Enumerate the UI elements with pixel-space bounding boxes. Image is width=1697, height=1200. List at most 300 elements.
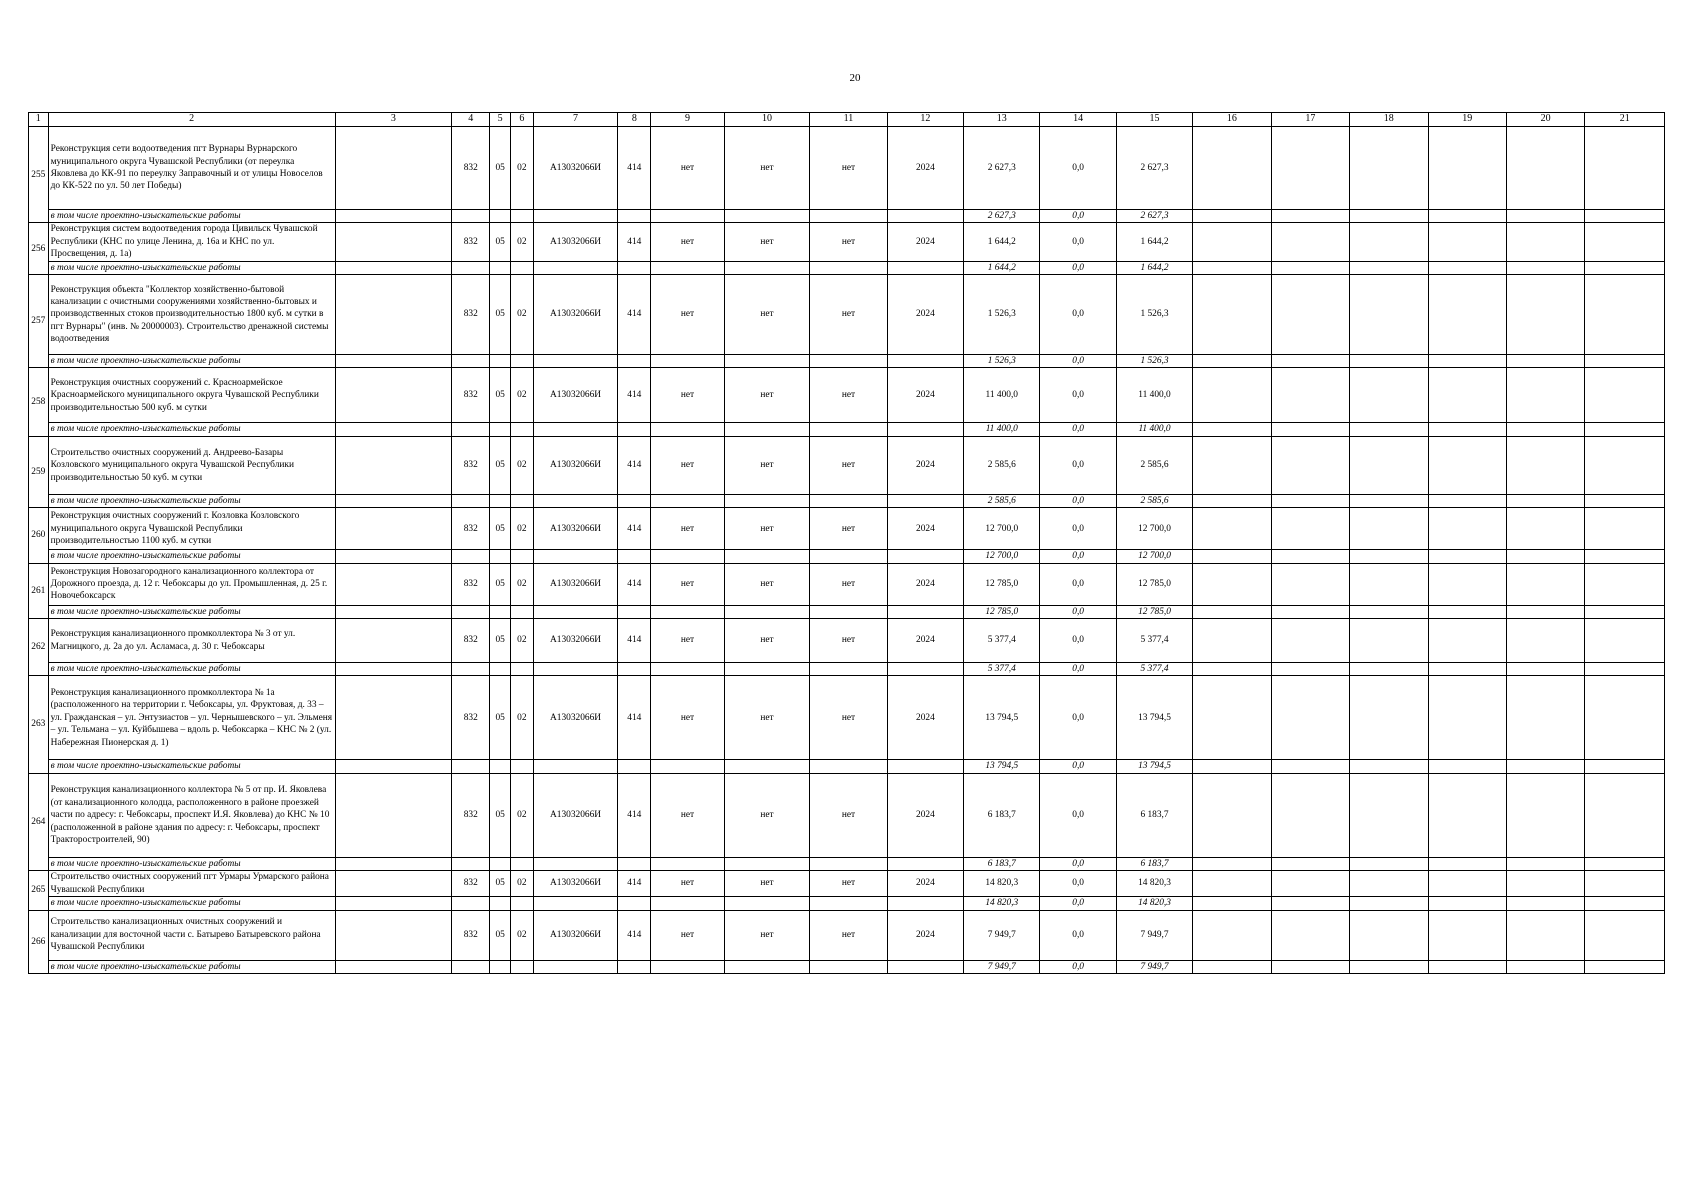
sub-cell-col-7	[533, 760, 618, 773]
sub-cell-col-19	[1428, 605, 1506, 618]
sub-cell-col-6	[511, 897, 534, 910]
sub-cell-col-10	[724, 423, 810, 436]
cell-col-15: 14 820,3	[1116, 871, 1192, 897]
sub-cell-col-9	[651, 960, 724, 973]
cell-col-3	[335, 368, 452, 423]
cell-col-13: 12 785,0	[964, 563, 1040, 605]
cell-col-11: нет	[810, 127, 887, 210]
sub-row-design-survey	[29, 261, 1665, 274]
row-number: 263	[29, 676, 49, 773]
sub-cell-col-11	[810, 494, 887, 507]
cell-col-21	[1585, 910, 1665, 960]
cell-col-21	[1585, 275, 1665, 355]
cell-col-9: нет	[651, 368, 724, 423]
sub-cell-col-12	[887, 550, 963, 563]
sub-cell-col-17	[1271, 897, 1349, 910]
sub-cell-col-14: 0,0	[1040, 261, 1116, 274]
sub-cell-col-5	[490, 897, 511, 910]
sub-cell-col-18	[1350, 210, 1428, 223]
sub-cell-col-18	[1350, 550, 1428, 563]
table-body	[29, 127, 1665, 974]
sub-cell-col-10	[724, 760, 810, 773]
cell-col-15: 13 794,5	[1116, 676, 1192, 760]
sub-cell-col-18	[1350, 857, 1428, 870]
object-name: Строительство очистных сооружений пгт Урмары Урмарского района Чувашской Республики	[48, 871, 335, 897]
table-row	[29, 676, 1665, 760]
sub-cell-col-5	[490, 857, 511, 870]
sub-row-label: в том числе проектно-изыскательские работы	[48, 261, 335, 274]
sub-cell-col-4	[452, 494, 490, 507]
sub-cell-col-19	[1428, 857, 1506, 870]
column-header-3: 3	[335, 113, 452, 127]
cell-col-12: 2024	[887, 676, 963, 760]
sub-cell-col-17	[1271, 494, 1349, 507]
cell-col-19	[1428, 508, 1506, 550]
cell-col-11: нет	[810, 368, 887, 423]
cell-col-12: 2024	[887, 508, 963, 550]
cell-col-12: 2024	[887, 368, 963, 423]
cell-col-16	[1193, 368, 1271, 423]
sub-cell-col-3	[335, 494, 452, 507]
cell-col-4: 832	[452, 436, 490, 494]
sub-cell-col-9	[651, 857, 724, 870]
cell-col-14: 0,0	[1040, 223, 1116, 261]
sub-cell-col-14: 0,0	[1040, 605, 1116, 618]
sub-row-label: в том числе проектно-изыскательские работы	[48, 857, 335, 870]
sub-cell-col-11	[810, 605, 887, 618]
row-number: 258	[29, 368, 49, 436]
sub-cell-col-20	[1506, 550, 1584, 563]
cell-col-7: А13032066И	[533, 127, 618, 210]
cell-col-15: 1 644,2	[1116, 223, 1192, 261]
cell-col-10: нет	[724, 619, 810, 663]
cell-col-20	[1506, 871, 1584, 897]
sub-cell-col-13: 2 585,6	[964, 494, 1040, 507]
sub-cell-col-7	[533, 605, 618, 618]
sub-cell-col-4	[452, 423, 490, 436]
object-name: Реконструкция Новозагородного канализационного коллектора от Дорожного проезда, д. 12 г. Чебоксары до ул. Промышленная, д. 25 г. Новочебоксарск	[48, 563, 335, 605]
cell-col-4: 832	[452, 563, 490, 605]
sub-cell-col-7	[533, 261, 618, 274]
cell-col-7: А13032066И	[533, 676, 618, 760]
cell-col-7: А13032066И	[533, 563, 618, 605]
column-header-4: 4	[452, 113, 490, 127]
cell-col-21	[1585, 563, 1665, 605]
sub-cell-col-16	[1193, 423, 1271, 436]
cell-col-19	[1428, 773, 1506, 857]
cell-col-21	[1585, 676, 1665, 760]
cell-col-15: 2 585,6	[1116, 436, 1192, 494]
cell-col-14: 0,0	[1040, 773, 1116, 857]
cell-col-18	[1350, 127, 1428, 210]
sub-cell-col-9	[651, 423, 724, 436]
cell-col-4: 832	[452, 871, 490, 897]
cell-col-17	[1271, 871, 1349, 897]
cell-col-16	[1193, 223, 1271, 261]
sub-cell-col-5	[490, 261, 511, 274]
cell-col-14: 0,0	[1040, 619, 1116, 663]
sub-cell-col-3	[335, 355, 452, 368]
cell-col-7: А13032066И	[533, 275, 618, 355]
cell-col-17	[1271, 275, 1349, 355]
sub-cell-col-12	[887, 663, 963, 676]
sub-cell-col-8	[618, 897, 651, 910]
sub-cell-col-11	[810, 760, 887, 773]
sub-row-design-survey	[29, 550, 1665, 563]
sub-row-label: в том числе проектно-изыскательские работы	[48, 494, 335, 507]
object-name: Реконструкция очистных сооружений с. Красноармейское Красноармейского муниципального округа Чувашской Республики производительностью 500 куб. м сутки	[48, 368, 335, 423]
cell-col-16	[1193, 910, 1271, 960]
cell-col-17	[1271, 619, 1349, 663]
sub-cell-col-3	[335, 663, 452, 676]
cell-col-18	[1350, 676, 1428, 760]
sub-cell-col-4	[452, 897, 490, 910]
cell-col-8: 414	[618, 275, 651, 355]
sub-cell-col-16	[1193, 960, 1271, 973]
sub-cell-col-3	[335, 857, 452, 870]
sub-cell-col-17	[1271, 760, 1349, 773]
sub-cell-col-18	[1350, 605, 1428, 618]
cell-col-10: нет	[724, 871, 810, 897]
sub-cell-col-6	[511, 355, 534, 368]
sub-cell-col-14: 0,0	[1040, 897, 1116, 910]
table-wrapper	[28, 112, 1665, 974]
sub-cell-col-14: 0,0	[1040, 550, 1116, 563]
sub-cell-col-4	[452, 857, 490, 870]
cell-col-19	[1428, 619, 1506, 663]
cell-col-5: 05	[490, 223, 511, 261]
column-header-7: 7	[533, 113, 618, 127]
cell-col-9: нет	[651, 619, 724, 663]
cell-col-14: 0,0	[1040, 676, 1116, 760]
sub-cell-col-12	[887, 897, 963, 910]
sub-cell-col-19	[1428, 663, 1506, 676]
cell-col-11: нет	[810, 773, 887, 857]
cell-col-20	[1506, 910, 1584, 960]
table-row	[29, 436, 1665, 494]
cell-col-20	[1506, 676, 1584, 760]
sub-cell-col-3	[335, 897, 452, 910]
sub-cell-col-21	[1585, 960, 1665, 973]
sub-cell-col-19	[1428, 423, 1506, 436]
cell-col-5: 05	[490, 563, 511, 605]
table-row	[29, 773, 1665, 857]
sub-cell-col-3	[335, 760, 452, 773]
sub-cell-col-3	[335, 210, 452, 223]
sub-cell-col-19	[1428, 355, 1506, 368]
cell-col-7: А13032066И	[533, 223, 618, 261]
cell-col-6: 02	[511, 676, 534, 760]
sub-cell-col-16	[1193, 897, 1271, 910]
sub-cell-col-9	[651, 550, 724, 563]
cell-col-16	[1193, 436, 1271, 494]
sub-cell-col-5	[490, 550, 511, 563]
cell-col-8: 414	[618, 910, 651, 960]
sub-cell-col-21	[1585, 760, 1665, 773]
sub-cell-col-11	[810, 261, 887, 274]
sub-cell-col-15: 14 820,3	[1116, 897, 1192, 910]
cell-col-8: 414	[618, 619, 651, 663]
cell-col-6: 02	[511, 508, 534, 550]
sub-cell-col-8	[618, 210, 651, 223]
column-header-17: 17	[1271, 113, 1349, 127]
investment-objects-table	[28, 112, 1665, 974]
sub-cell-col-7	[533, 960, 618, 973]
sub-row-design-survey	[29, 857, 1665, 870]
cell-col-9: нет	[651, 436, 724, 494]
sub-cell-col-21	[1585, 550, 1665, 563]
cell-col-17	[1271, 368, 1349, 423]
sub-cell-col-17	[1271, 210, 1349, 223]
cell-col-8: 414	[618, 773, 651, 857]
sub-cell-col-7	[533, 355, 618, 368]
sub-cell-col-11	[810, 355, 887, 368]
cell-col-16	[1193, 619, 1271, 663]
table-row	[29, 563, 1665, 605]
sub-cell-col-5	[490, 605, 511, 618]
column-header-21: 21	[1585, 113, 1665, 127]
sub-cell-col-8	[618, 261, 651, 274]
cell-col-4: 832	[452, 508, 490, 550]
cell-col-3	[335, 871, 452, 897]
sub-cell-col-3	[335, 423, 452, 436]
cell-col-21	[1585, 773, 1665, 857]
cell-col-18	[1350, 368, 1428, 423]
sub-cell-col-8	[618, 423, 651, 436]
sub-cell-col-4	[452, 663, 490, 676]
row-number: 256	[29, 223, 49, 275]
sub-cell-col-21	[1585, 210, 1665, 223]
cell-col-19	[1428, 910, 1506, 960]
sub-cell-col-3	[335, 261, 452, 274]
sub-cell-col-8	[618, 494, 651, 507]
cell-col-6: 02	[511, 563, 534, 605]
sub-cell-col-15: 12 785,0	[1116, 605, 1192, 618]
cell-col-21	[1585, 223, 1665, 261]
cell-col-10: нет	[724, 223, 810, 261]
sub-cell-col-18	[1350, 760, 1428, 773]
cell-col-12: 2024	[887, 910, 963, 960]
sub-cell-col-16	[1193, 663, 1271, 676]
cell-col-20	[1506, 275, 1584, 355]
cell-col-14: 0,0	[1040, 436, 1116, 494]
sub-cell-col-14: 0,0	[1040, 857, 1116, 870]
cell-col-13: 14 820,3	[964, 871, 1040, 897]
cell-col-4: 832	[452, 910, 490, 960]
sub-row-label: в том числе проектно-изыскательские работы	[48, 605, 335, 618]
sub-cell-col-13: 7 949,7	[964, 960, 1040, 973]
sub-cell-col-9	[651, 605, 724, 618]
cell-col-21	[1585, 619, 1665, 663]
cell-col-7: А13032066И	[533, 910, 618, 960]
column-header-13: 13	[964, 113, 1040, 127]
sub-row-design-survey	[29, 960, 1665, 973]
sub-cell-col-8	[618, 760, 651, 773]
cell-col-20	[1506, 127, 1584, 210]
cell-col-10: нет	[724, 127, 810, 210]
object-name: Реконструкция канализационного промколлектора № 3 от ул. Магницкого, д. 2а до ул. Асламаса, д. 30 г. Чебоксары	[48, 619, 335, 663]
sub-cell-col-15: 5 377,4	[1116, 663, 1192, 676]
sub-cell-col-5	[490, 210, 511, 223]
sub-cell-col-14: 0,0	[1040, 663, 1116, 676]
column-header-8: 8	[618, 113, 651, 127]
sub-cell-col-8	[618, 605, 651, 618]
cell-col-9: нет	[651, 773, 724, 857]
sub-cell-col-20	[1506, 355, 1584, 368]
cell-col-21	[1585, 436, 1665, 494]
column-header-10: 10	[724, 113, 810, 127]
column-header-2: 2	[48, 113, 335, 127]
cell-col-4: 832	[452, 619, 490, 663]
sub-cell-col-20	[1506, 261, 1584, 274]
cell-col-3	[335, 910, 452, 960]
sub-cell-col-19	[1428, 960, 1506, 973]
cell-col-19	[1428, 368, 1506, 423]
cell-col-4: 832	[452, 676, 490, 760]
cell-col-15: 6 183,7	[1116, 773, 1192, 857]
table-row	[29, 368, 1665, 423]
sub-cell-col-5	[490, 960, 511, 973]
cell-col-20	[1506, 223, 1584, 261]
cell-col-11: нет	[810, 910, 887, 960]
sub-cell-col-15: 2 585,6	[1116, 494, 1192, 507]
cell-col-20	[1506, 436, 1584, 494]
sub-cell-col-7	[533, 663, 618, 676]
sub-cell-col-16	[1193, 605, 1271, 618]
sub-cell-col-6	[511, 857, 534, 870]
cell-col-16	[1193, 275, 1271, 355]
cell-col-10: нет	[724, 508, 810, 550]
row-number: 260	[29, 508, 49, 563]
sub-cell-col-10	[724, 355, 810, 368]
sub-cell-col-17	[1271, 423, 1349, 436]
cell-col-4: 832	[452, 127, 490, 210]
object-name: Реконструкция канализационного промколлектора № 1а (расположенного на территории г. Чебоксары, ул. Фруктовая, д. 33 – ул. Гражданская – ул. Энтузиастов – ул. Чернышевского – ул. Эльменя – ул. Тельмана – ул. Куйбышева – вдоль р. Чебоксарка – КНС № 2 (ул. Набережная Пионерская д. 1)	[48, 676, 335, 760]
sub-cell-col-6	[511, 550, 534, 563]
cell-col-20	[1506, 563, 1584, 605]
cell-col-10: нет	[724, 773, 810, 857]
cell-col-20	[1506, 619, 1584, 663]
cell-col-16	[1193, 773, 1271, 857]
sub-cell-col-13: 12 785,0	[964, 605, 1040, 618]
sub-cell-col-11	[810, 550, 887, 563]
cell-col-14: 0,0	[1040, 508, 1116, 550]
cell-col-6: 02	[511, 275, 534, 355]
sub-cell-col-13: 5 377,4	[964, 663, 1040, 676]
table-row	[29, 508, 1665, 550]
cell-col-8: 414	[618, 676, 651, 760]
cell-col-17	[1271, 676, 1349, 760]
sub-cell-col-15: 11 400,0	[1116, 423, 1192, 436]
sub-cell-col-21	[1585, 261, 1665, 274]
sub-cell-col-12	[887, 857, 963, 870]
cell-col-11: нет	[810, 508, 887, 550]
sub-cell-col-15: 1 644,2	[1116, 261, 1192, 274]
sub-cell-col-9	[651, 210, 724, 223]
cell-col-17	[1271, 127, 1349, 210]
cell-col-15: 2 627,3	[1116, 127, 1192, 210]
sub-cell-col-16	[1193, 494, 1271, 507]
cell-col-6: 02	[511, 127, 534, 210]
sub-cell-col-14: 0,0	[1040, 494, 1116, 507]
sub-cell-col-16	[1193, 261, 1271, 274]
cell-col-8: 414	[618, 223, 651, 261]
sub-cell-col-3	[335, 605, 452, 618]
sub-cell-col-8	[618, 550, 651, 563]
sub-cell-col-10	[724, 261, 810, 274]
cell-col-7: А13032066И	[533, 619, 618, 663]
cell-col-11: нет	[810, 275, 887, 355]
sub-cell-col-18	[1350, 897, 1428, 910]
sub-row-label: в том числе проектно-изыскательские работы	[48, 423, 335, 436]
sub-row-label: в том числе проектно-изыскательские работы	[48, 760, 335, 773]
cell-col-13: 12 700,0	[964, 508, 1040, 550]
sub-cell-col-12	[887, 494, 963, 507]
cell-col-9: нет	[651, 127, 724, 210]
cell-col-7: А13032066И	[533, 368, 618, 423]
cell-col-8: 414	[618, 436, 651, 494]
cell-col-6: 02	[511, 223, 534, 261]
table-row	[29, 127, 1665, 210]
sub-cell-col-10	[724, 605, 810, 618]
row-number: 262	[29, 619, 49, 676]
cell-col-13: 5 377,4	[964, 619, 1040, 663]
column-header-6: 6	[511, 113, 534, 127]
cell-col-3	[335, 127, 452, 210]
sub-cell-col-16	[1193, 857, 1271, 870]
sub-cell-col-4	[452, 550, 490, 563]
cell-col-17	[1271, 773, 1349, 857]
sub-cell-col-10	[724, 210, 810, 223]
cell-col-18	[1350, 436, 1428, 494]
cell-col-15: 12 785,0	[1116, 563, 1192, 605]
object-name: Строительство канализационных очистных сооружений и канализации для восточной части с. Батырево Батыревского района Чувашской Республики	[48, 910, 335, 960]
cell-col-21	[1585, 871, 1665, 897]
sub-cell-col-18	[1350, 261, 1428, 274]
cell-col-11: нет	[810, 676, 887, 760]
sub-cell-col-18	[1350, 423, 1428, 436]
cell-col-13: 2 585,6	[964, 436, 1040, 494]
cell-col-3	[335, 619, 452, 663]
sub-row-design-survey	[29, 663, 1665, 676]
column-header-20: 20	[1506, 113, 1584, 127]
row-number: 266	[29, 910, 49, 973]
cell-col-15: 11 400,0	[1116, 368, 1192, 423]
cell-col-6: 02	[511, 773, 534, 857]
sub-cell-col-3	[335, 960, 452, 973]
row-number: 259	[29, 436, 49, 507]
cell-col-6: 02	[511, 436, 534, 494]
cell-col-8: 414	[618, 871, 651, 897]
cell-col-4: 832	[452, 773, 490, 857]
sub-cell-col-5	[490, 423, 511, 436]
sub-cell-col-9	[651, 494, 724, 507]
cell-col-12: 2024	[887, 773, 963, 857]
cell-col-20	[1506, 773, 1584, 857]
cell-col-19	[1428, 436, 1506, 494]
sub-cell-col-17	[1271, 550, 1349, 563]
sub-cell-col-13: 1 526,3	[964, 355, 1040, 368]
cell-col-19	[1428, 563, 1506, 605]
cell-col-14: 0,0	[1040, 871, 1116, 897]
row-number: 257	[29, 275, 49, 368]
table-row	[29, 619, 1665, 663]
cell-col-12: 2024	[887, 275, 963, 355]
cell-col-21	[1585, 127, 1665, 210]
cell-col-18	[1350, 563, 1428, 605]
sub-cell-col-7	[533, 897, 618, 910]
cell-col-11: нет	[810, 871, 887, 897]
